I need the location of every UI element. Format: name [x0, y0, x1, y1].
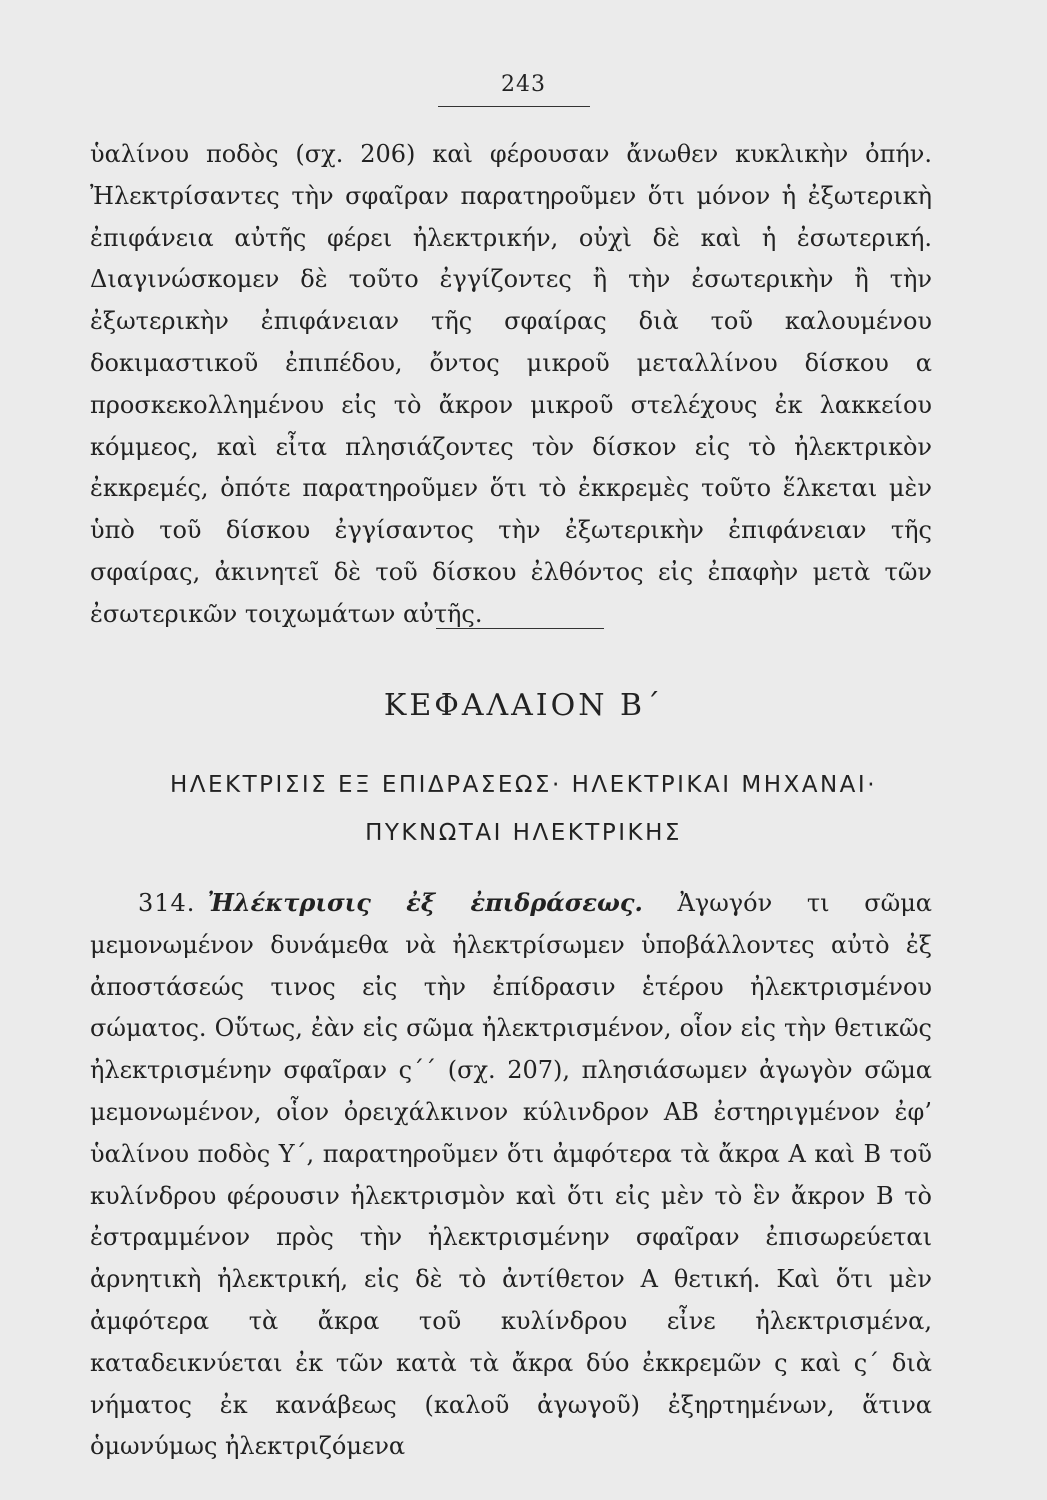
section-paragraph — [90, 882, 932, 1468]
chapter-subtitle-line2: ΠΥΚΝΩΤΑΙ ΗΛΕΚΤΡΙΚΗΣ — [365, 820, 682, 846]
paragraph-continuation: ὑαλίνου ποδὸς (σχ. 206) καὶ φέρουσαν ἄνωθεν κυκλικὴν ὀπήν. Ἠλεκτρίσαντες τὴν σφαῖραν παρατηροῦμεν ὅτι μόνον ἡ ἐξωτερικὴ ἐπιφάνεια αὐτῆς φέρει ἠλεκτρικήν, οὐχὶ δὲ καὶ ἡ ἐσωτερική. Διαγινώσκομεν δὲ τοῦτο ἐγγίζοντες ἢ τὴν ἐσωτερικὴν ἢ τὴν ἐξωτερικὴν ἐπιφάνειαν τῆς σφαίρας διὰ τοῦ καλουμένου δοκιμαστικοῦ ἐπιπέδου, ὄντος μικροῦ μεταλλίνου δίσκου α προσκεκολλημένου εἰς τὸ ἄκρον μικροῦ στελέχους ἐκ λακκείου κόμμεος, καὶ εἶτα πλησιάζοντες τὸν δίσκον εἰς τὸ ἠλεκτρικὸν ἐκκρεμές, ὁπότε παρατηροῦμεν ὅτι τὸ ἐκκρεμὲς τοῦτο ἕλκεται μὲν ὑπὸ τοῦ δίσκου ἐγγίσαντος τὴν ἐξωτερικὴν ἐπιφάνειαν τῆς σφαίρας, ἀκινητεῖ δὲ τοῦ δίσκου ἐλθόντος εἰς ἐπαφὴν μετὰ τῶν ἐσωτερικῶν τοιχωμάτων αὐτῆς. — [90, 140, 932, 628]
page-number: 243 — [501, 72, 546, 97]
header-rule — [438, 106, 590, 107]
chapter-heading: ΚΕΦΑΛΑΙΟΝ Β΄ — [383, 688, 664, 723]
section-number: 314. — [138, 889, 196, 917]
section-divider — [436, 628, 604, 629]
chapter-subtitle-line1: ΗΛΕΚΤΡΙΣΙΣ ΕΞ ΕΠΙΔΡΑΣΕΩΣ· ΗΛΕΚΤΡΙΚΑΙ ΜΗΧΑΝΑΙ· — [169, 772, 878, 798]
section-text: Ἀγωγόν τι σῶμα μεμονωμένον δυνάμεθα νὰ ἠλεκτρίσωμεν ὑποβάλλοντες αὐτὸ ἐξ ἀποστάσεώς τινος εἰς τὴν ἐπίδρασιν ἑτέρου ἠλεκτρισμένου σώματος. Οὕτως, ἐὰν εἰς σῶμα ἠλεκτρισμένον, οἷον εἰς τὴν θετικῶς ἠλεκτρισμένην σφαῖραν ς΄΄ (σχ. 207), πλησιάσωμεν ἀγωγὸν σῶμα μεμονωμένον, οἷον ὀρειχάλκινον κύλινδρον ΑΒ ἐστηριγμένον ἐφ’ ὑαλίνου ποδὸς Υ΄, παρατηροῦμεν ὅτι ἀμφότερα τὰ ἄκρα Α καὶ Β τοῦ κυλίνδρου φέρουσιν ἠλεκτρισμὸν καὶ ὅτι εἰς μὲν τὸ ἓν ἄκρον Β τὸ ἐστραμμένον πρὸς τὴν ἠλεκτρισμένην σφαῖραν ἐπισωρεύεται ἀρνητικὴ ἠλεκτρική, εἰς δὲ τὸ ἀντίθετον Α θετική. Καὶ ὅτι μὲν ἀμφότερα τὰ ἄκρα τοῦ κυλίνδρου εἶνε ἠλεκτρισμένα, καταδεικνύεται ἐκ τῶν κατὰ τὰ ἄκρα δύο ἐκκρεμῶν ς καὶ ς΄ διὰ νήματος ἐκ κανάβεως (καλοῦ ἀγωγοῦ) ἐξηρτημένων, ἅτινα ὁμωνύμως ἠλεκτριζόμενα — [90, 889, 932, 1461]
section-title: Ἠλέκτρισις ἐξ ἐπιδράσεως. — [207, 888, 643, 917]
